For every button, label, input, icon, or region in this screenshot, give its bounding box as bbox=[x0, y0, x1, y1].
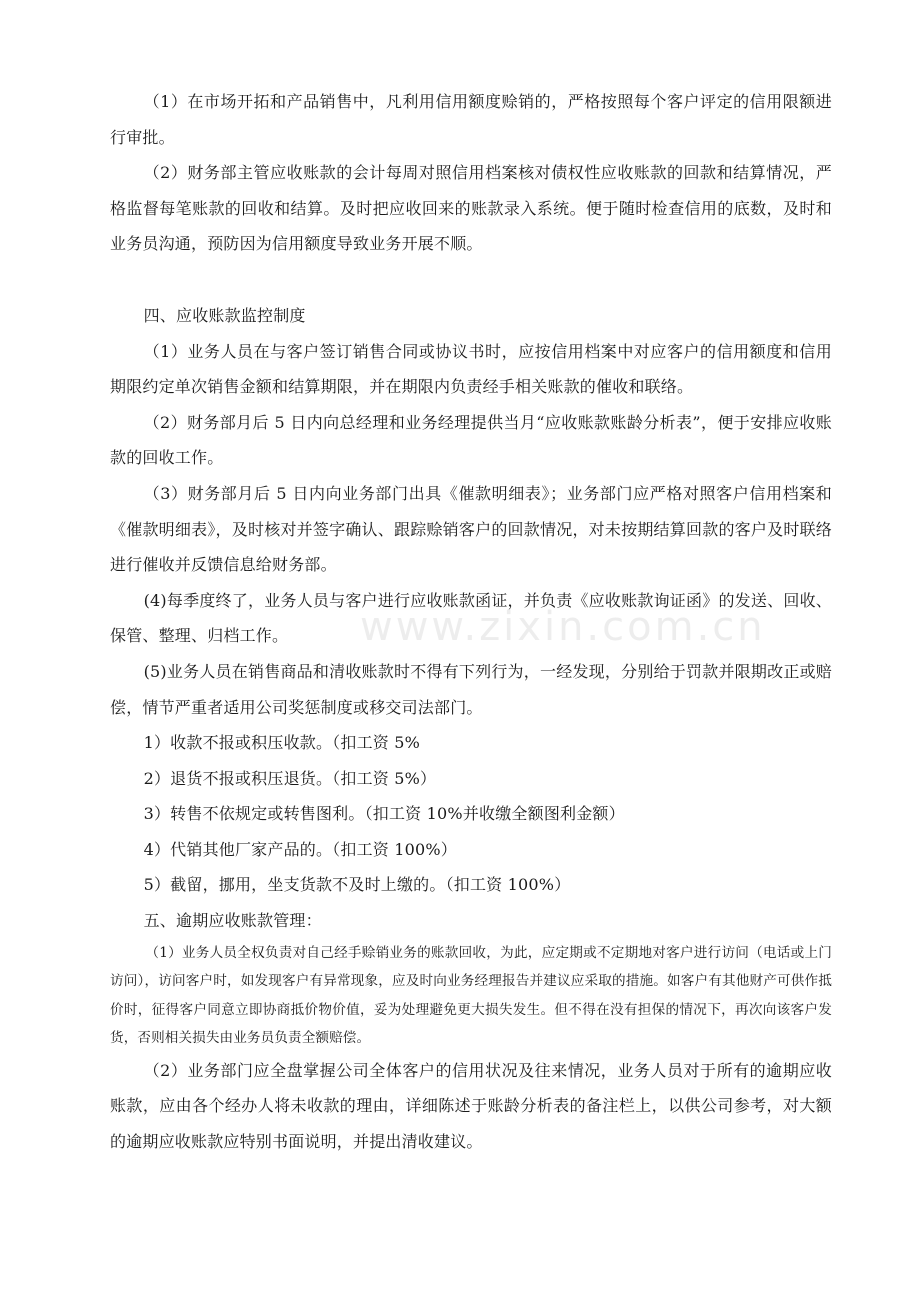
document-page bbox=[110, 84, 832, 1159]
section3-paragraph-2: （2）财务部主管应收账款的会计每周对照信用档案核对债权性应收账款的回款和结算情况，严格监督每笔账款的回收和结算。及时把应收回来的账款录入系统。便于随时检查信用的底数，及时和业务员沟通，预防因为信用额度导致业务开展不顺。 bbox=[110, 163, 832, 254]
section5-paragraph-2: （2）业务部门应全盘掌握公司全体客户的信用状况及往来情况，业务人员对于所有的逾期应收账款，应由各个经办人将未收款的理由，详细陈述于账龄分析表的备注栏上，以供公司参考，对大额的逾期应收账款应特别书面说明，并提出清收建议。 bbox=[110, 1060, 832, 1151]
section5-paragraph-1: （1）业务人员全权负责对自己经手赊销业务的账款回收，为此，应定期或不定期地对客户进行访问（电话或上门访问），访问客户时，如发现客户有异常现象，应及时向业务经理报告并建议应采取的措施。如客户有其他财产可供作抵价时，征得客户同意立即协商抵价物价值，妥为处理避免更大损失发生。但不得在没有担保的情况下，再次向该客户发货，否则相关损失由业务员负责全额赔偿。 bbox=[110, 944, 832, 1047]
section4-title: 四、应收账款监控制度 bbox=[143, 305, 306, 325]
section5-title: 五、逾期应收账款管理： bbox=[143, 911, 322, 931]
penalty-item-4: 4）代销其他厂家产品的。（扣工资 100%） bbox=[143, 839, 458, 859]
section4-paragraph-2: （2）财务部月后 5 日内向总经理和业务经理提供当月“应收账款账龄分析表”，便于安排应收账款的回收工作。 bbox=[110, 412, 832, 468]
penalty-item-3: 3）转售不依规定或转售图利。（扣工资 10%并收缴全额图利金额） bbox=[143, 804, 625, 824]
section4-paragraph-3: （3）财务部月后 5 日内向业务部门出具《催款明细表》；业务部门应严格对照客户信用档案和《催款明细表》，及时核对并签字确认、跟踪赊销客户的回款情况，对未按期结算回款的客户及时联络进行催收并反馈信息给财务部。 bbox=[110, 483, 832, 575]
penalty-item-2: 2）退货不报或积压退货。（扣工资 5%） bbox=[143, 768, 437, 788]
watermark: www.zixin.com.cn bbox=[360, 604, 766, 650]
section4-paragraph-1: （1）业务人员在与客户签订销售合同或协议书时，应按信用档案中对应客户的信用额度和信用期限约定单次销售金额和结算期限，并在期限内负责经手相关账款的催收和联络。 bbox=[110, 341, 832, 397]
section4-paragraph-4: (4)每季度终了，业务人员与客户进行应收账款函证，并负责《应收账款询证函》的发送、回收、保管、整理、归档工作。 bbox=[110, 590, 832, 646]
section4-paragraph-5: (5)业务人员在销售商品和清收账款时不得有下列行为，一经发现，分别给于罚款并限期改正或赔偿，情节严重者适用公司奖惩制度或移交司法部门。 bbox=[110, 661, 832, 717]
section3-paragraph-1: （1）在市场开拓和产品销售中，凡利用信用额度赊销的，严格按照每个客户评定的信用限额进行审批。 bbox=[110, 92, 832, 147]
penalty-item-5: 5）截留，挪用，坐支货款不及时上缴的。（扣工资 100%） bbox=[143, 875, 571, 895]
penalty-item-1: 1）收款不报或积压收款。（扣工资 5% bbox=[143, 733, 421, 753]
paragraph-spacer bbox=[110, 262, 832, 298]
